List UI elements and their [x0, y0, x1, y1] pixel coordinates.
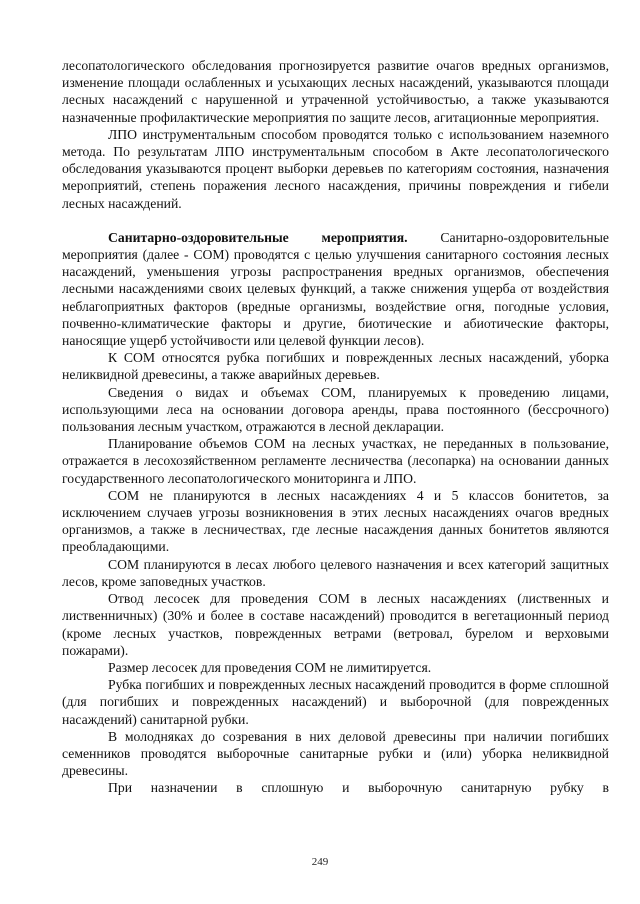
- paragraph-som-planning: Планирование объемов СОМ на лесных участках, не переданных в пользование, отражается в лесохозяйственном регламенте лесничества (лесопарка) на основании данных государственного лесопатологического мониторинга и ЛПО.: [62, 436, 609, 486]
- paragraph-som-size: Размер лесосек для проведения СОМ не лимитируется.: [108, 659, 432, 675]
- page-number: 249: [311, 856, 329, 868]
- paragraph-som-intro: [62, 229, 609, 349]
- paragraph-som-allotment: Отвод лесосек для проведения СОМ в лесных насаждениях (лиственных и лиственничных) (30% и более в составе насаждений) проводится в вегетационный период (кроме лесных участков, поврежденных ветрами (ветровал, бурелом и верховыми пожарами).: [62, 591, 609, 658]
- paragraph-felling-forms: Рубка погибших и поврежденных лесных насаждений проводится в форме сплошной (для погибших и поврежденных насаждений) и выборочной (для поврежденных насаждений) санитарной рубки.: [62, 677, 609, 727]
- paragraph-som-declaration: Сведения о видах и объемах СОМ, планируемых к проведению лицами, использующими леса на основании договора аренды, права постоянного (бессрочного) пользования лесным участком, отражаются в лесной декларации.: [62, 384, 609, 435]
- paragraph-lpo-instrumental: ЛПО инструментальным способом проводятся только с использованием наземного метода. По результатам ЛПО инструментальным способом в Акте лесопатологического обследования указываются процент выборки деревьев по категориям состояния, назначения мероприятий, степень поражения лесного насаждения, причины повреждения и гибели лесных насаждений.: [62, 126, 609, 211]
- paragraph-som-includes: К СОМ относятся рубка погибших и поврежденных лесных насаждений, уборка неликвидной древесины, а также аварийных деревьев.: [62, 350, 609, 383]
- paragraph-continuation: лесопатологического обследования прогнозируется развитие очагов вредных организмов, изменение площади ослабленных и усыхающих лесных насаждений, указываются площади лесных насаждений с нарушенной и утраченной устойчивостью, а также указываются назначенные профилактические мероприятия по защите лесов, агитационные мероприятия.: [62, 58, 609, 125]
- paragraph-som-all-forests: СОМ планируются в лесах любого целевого назначения и всех категорий защитных лесов, кроме заповедных участков.: [62, 556, 609, 589]
- paragraph-assignment: При назначении в сплошную и выборочную санитарную рубку в: [108, 780, 609, 796]
- paragraph-som-intro-text: Санитарно-оздоровительные мероприятия (далее - СОМ) проводятся с целью улучшения санитарного состояния лесных насаждений, уменьшения угрозы распространения вредных организмов, обеспечения лесными насаждениями своих целевых функций, а также снижения ущерба от воздействия неблагоприятных факторов (вредные организмы, воздействие огня, погодные условия, почвенно-климатические факторы и другие, биотические и абиотические факторы, наносящие ущерб устойчивости или целевой функции лесов).: [62, 229, 609, 349]
- paragraph-young-stands: В молодняках до созревания в них деловой древесины при наличии погибших семенников проводятся выборочные санитарные рубки и (или) уборка неликвидной древесины.: [62, 728, 609, 779]
- paragraph-som-bonitet: СОМ не планируются в лесных насаждениях 4 и 5 классов бонитетов, за исключением случаев угрозы возникновения в этих лесных насаждениях очагов вредных организмов, а также в лесничествах, где лесные насаждения данных бонитетов являются преобладающими.: [62, 487, 609, 555]
- section-heading: Санитарно-оздоровительные мероприятия.: [108, 229, 408, 245]
